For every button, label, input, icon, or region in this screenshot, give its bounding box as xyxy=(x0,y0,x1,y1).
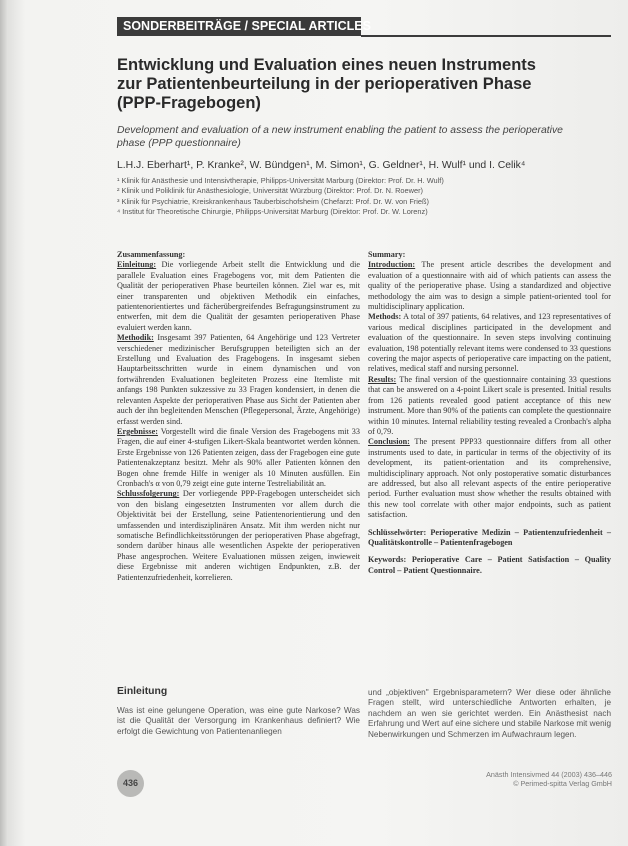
label-schlussfolgerung: Schlussfolgerung: xyxy=(117,489,180,499)
text-schluesselwoerter: Perioperative Medizin – Patientenzufriedenheit – Qualitätskontrolle – Patientenfragebogen xyxy=(368,527,611,547)
article-subtitle xyxy=(117,124,617,150)
label-introduction: Introduction: xyxy=(368,260,416,270)
label-keywords: Keywords: xyxy=(368,555,407,565)
abstract-heading: Zusammenfassung: xyxy=(117,250,186,259)
label-ergebnisse: Ergebnisse: xyxy=(117,426,158,436)
journal-footer xyxy=(470,770,612,788)
text-einleitung: Die vorliegende Arbeit stellt die Entwicklung und die parallele Evaluation eines Fragebogens vor, mit dem Patienten die Qualität der perioperativen Phase beurteilen können. Ziel war es, mit einer transparenten und objektiven Methodik ein einfaches, patientenorientiertes und fächerübergreifendes Befragungsinstrument zu entwerfen, mit dem die Qualität der gesamten perioperativen Phase evaluiert werden kann. xyxy=(117,260,360,332)
journal-publisher: © Perimed-spitta Verlag GmbH xyxy=(513,779,612,788)
journal-citation: Anästh Intensivmed 44 (2003) 436–446 xyxy=(486,770,612,779)
page-number: 436 xyxy=(117,770,144,797)
intro-text-left: Was ist eine gelungene Operation, was eine gute Narkose? Was ist die Qualität der Versorgung im Krankenhaus definiert? Wie erfolgt die Gewichtung von Patientenanliegen xyxy=(117,706,360,736)
text-methods: A total of 397 patients, 64 relatives, and 123 representatives of various medical disciplines participated in the development and evaluation of the questionnaire. In seven steps involving continuing evaluation, 198 potentially relevant items were condensed to 33 questions covering the major aspects of perioperative care impacting on the patient, relatives, medical staff and nursing personnel. xyxy=(368,312,611,374)
intro-text-right: und „objektiven" Ergebnisparametern? Wer diese oder ähnliche Fragen stellt, wird unterschiedliche Antworten erhalten, je nachdem an wen sie gerichtet werden. Ein Anästhesist nach Erfahrung und Wert auf eine sichere und stabile Narkose mit wenig Nebenwirkungen und Schmerzen im Aufwachraum legen. xyxy=(368,688,611,739)
page-edge-shadow xyxy=(0,0,8,846)
label-methods: Methods: xyxy=(368,312,402,322)
label-methodik: Methodik: xyxy=(117,333,154,343)
text-results: The final version of the questionnaire containing 33 questions that can be answered on a 4-point Likert scale is presented. Initial results from 126 patients revealed good patient acceptance of this new instrument. More than 90% of the patients can complete the questionnaire within 10 minutes. Internal reliability testing revealed a Cronbach's alpha of 0,79. xyxy=(368,374,611,436)
article-title xyxy=(117,56,617,113)
section-banner: SONDERBEITRÄGE / SPECIAL ARTICLES xyxy=(117,17,361,36)
affiliation: ¹ Klinik für Anästhesie und Intensivtherapie, Philipps-Universität Marburg (Direktor: Prof. Dr. H. Wulf) xyxy=(117,176,444,185)
text-introduction: The present article describes the development and evaluation of a questionnaire with aid of which patients can assess the quality of the perioperative phase. Using a standardized and objective methodology the aim was to design a simple patient-oriented tool for multidisciplinary application. xyxy=(368,260,611,312)
section-heading-einleitung: Einleitung xyxy=(117,686,168,697)
abstract-english xyxy=(368,250,611,576)
authors: L.H.J. Eberhart¹, P. Kranke², W. Bündgen¹, M. Simon¹, G. Geldner¹, H. Wulf¹ und I. Celik⁴ xyxy=(117,160,526,171)
text-schlussfolgerung: Der vorliegende PPP-Fragebogen unterscheidet sich von den bislang eingesetzten Instrumenten vor allem durch die Objektivität bei der Erstellung, seine Patientenorientierung und den umfassenden und interdisziplinären Ansatz. Mit ihm werden nicht nur somatische Befindlichkeitsstörungen der perioperativen Phase abgefragt, sondern darüber hinaus alle wesentlichen Aspekte der perioperativen Phase angesprochen. Weitere Evaluationen müssen zeigen, inwieweit diese Ergebnisse mit anderen wichtigen Endpunkten, z.B. der Patientenzufriedenheit, korrelieren. xyxy=(117,489,360,582)
affiliation: ² Klinik und Poliklinik für Anästhesiologie, Universität Würzburg (Direktor: Prof. Dr. N. Roewer) xyxy=(117,186,423,196)
title-line: Entwicklung und Evaluation eines neuen Instruments xyxy=(117,56,536,74)
label-conclusion: Conclusion: xyxy=(368,437,410,447)
text-keywords: Perioperative Care – Patient Satisfaction – Quality Control – Patient Questionnaire. xyxy=(368,555,611,575)
subtitle-line: Development and evaluation of a new instrument enabling the patient to assess the perioperative xyxy=(117,125,563,136)
title-line: (PPP-Fragebogen) xyxy=(117,94,261,112)
title-line: zur Patientenbeurteilung in der perioperativen Phase xyxy=(117,75,532,93)
subtitle-line: phase (PPP questionnaire) xyxy=(117,138,241,149)
text-conclusion: The present PPP33 questionnaire differs from all other instruments used to date, in particular in terms of the objectivity of its development, its patient-orientation and its comprehensive, multidisciplinary approach. Not only postoperative somatic disturbances are addressed, but also all relevant aspects of the entire perioperative period. Further evaluation must show whether the results obtained with this new tool correlate with other major endpoints, such as patient satisfaction. xyxy=(368,437,611,520)
text-methodik: Insgesamt 397 Patienten, 64 Angehörige und 123 Vertreter verschiedener medizinischer Berufsgruppen beteiligten sich an der Erstellung und Evaluation des Fragebogens. In insgesamt sieben Hauptarbeitsschritten wurde in einem dynamischen und von fortwährenden Evaluationen begleiteten Prozess eine Itemliste mit anfangs 198 Punkten sukzessive zu 33 Fragen kondensiert, in denen die relevanten Aspekte der perioperativen Phase aus Sicht der Patienten aber auch der ihn begleitenden Menschen (Pflegepersonal, Ärzte, Angehörige) erfasst werden sind. xyxy=(117,333,360,426)
label-schluesselwoerter: Schlüsselwörter: xyxy=(368,527,427,537)
abstract-german xyxy=(117,250,360,583)
affiliations xyxy=(117,176,617,218)
label-einleitung: Einleitung: xyxy=(117,260,157,270)
banner-rule xyxy=(361,35,611,37)
summary-heading: Summary: xyxy=(368,250,406,259)
affiliation: ³ Klinik für Psychiatrie, Kreiskrankenhaus Tauberbischofsheim (Chefarzt: Prof. Dr. W. von Frieß) xyxy=(117,196,430,206)
affiliation: ⁴ Institut für Theoretische Chirurgie, Philipps-Universität Marburg (Direktor: Prof. Dr. W. Lorenz) xyxy=(117,207,428,217)
text-ergebnisse: Vorgestellt wird die finale Version des Fragebogens mit 33 Fragen, die auf einer 4-stufigen Likert-Skala beantwortet werden können. Erste Ergebnisse von 126 Patienten zeigen, dass der Fragebogen eine gute Patientenakzeptanz besitzt. Mehr als 90% aller Patienten können den Bogen ohne fremde Hilfe in weniger als 10 Minuten ausfüllen. Ein Cronbach's α von 0,79 zeigt eine gute interne Testreliabilität an. xyxy=(117,426,360,488)
label-results: Results: xyxy=(368,374,397,384)
